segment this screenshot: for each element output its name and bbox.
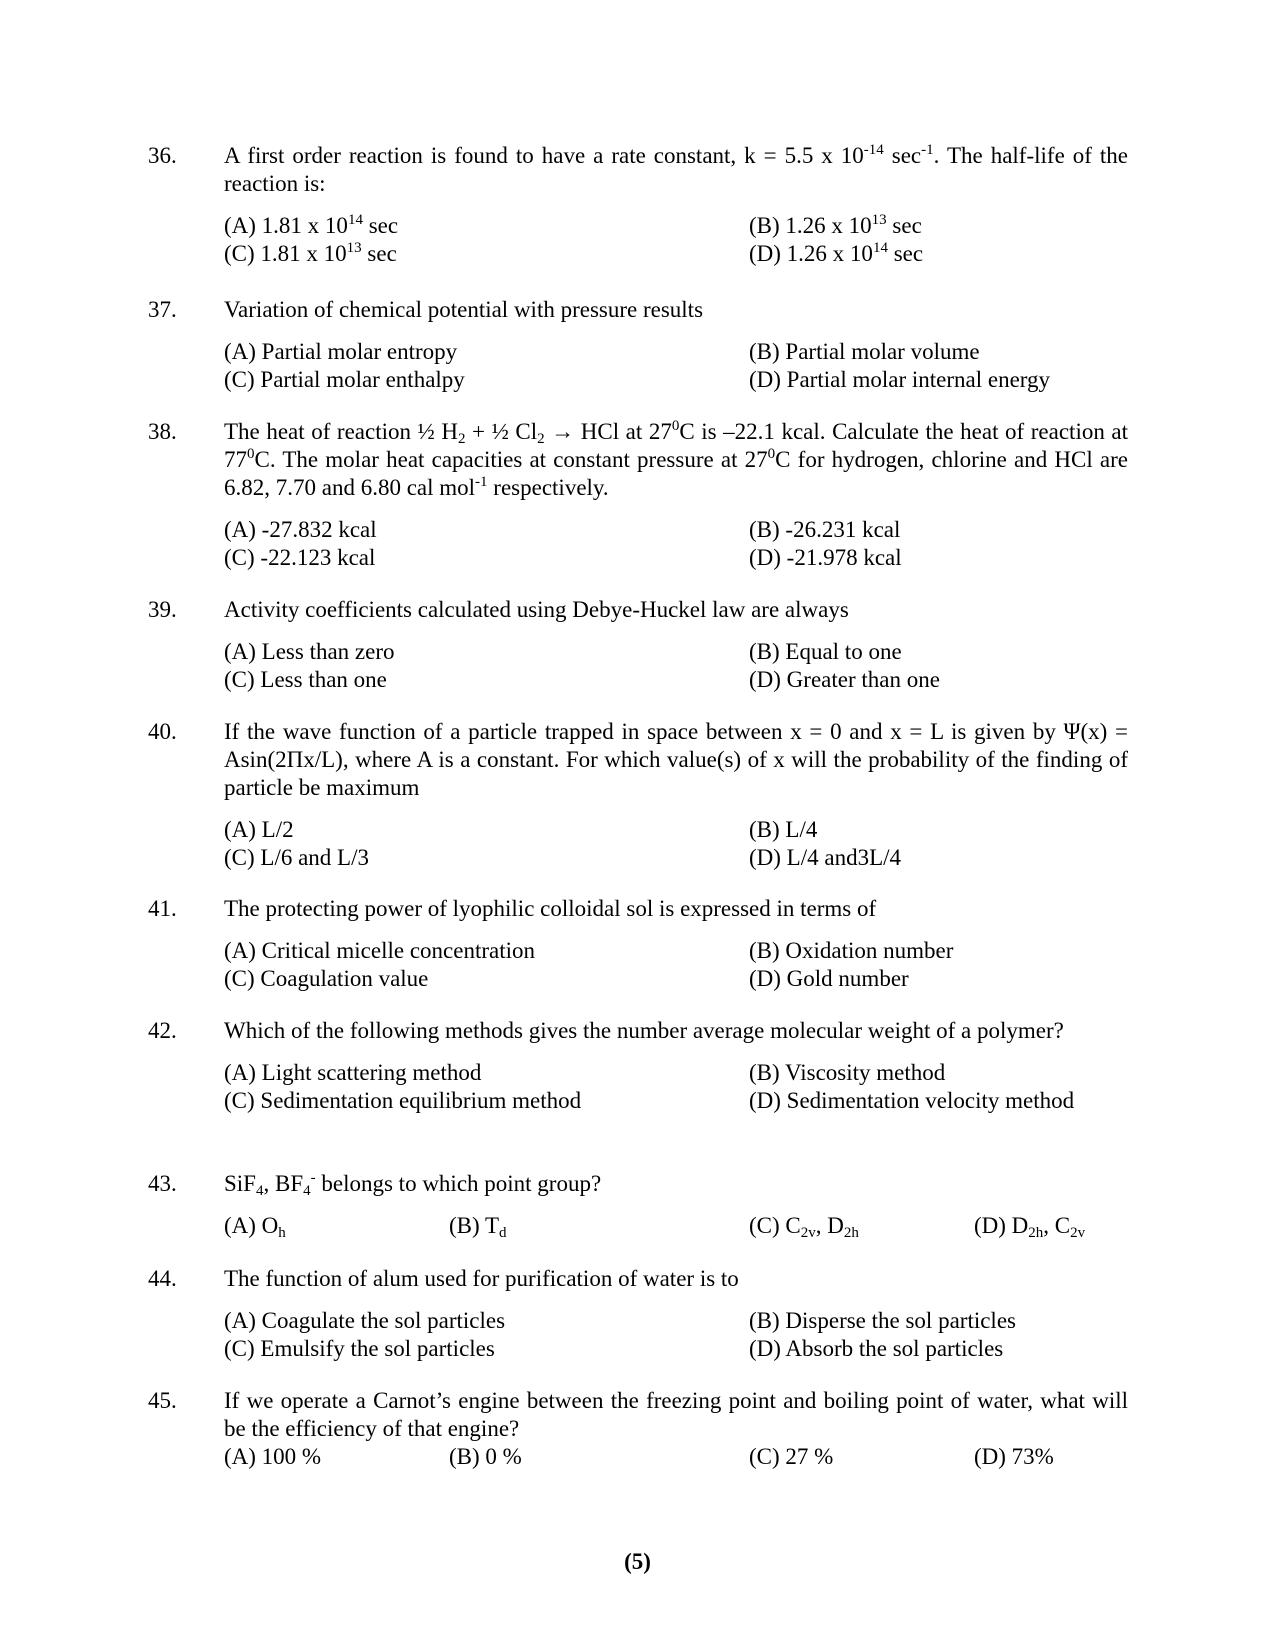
- option-a: (A) Light scattering method: [224, 1060, 482, 1085]
- question-text: If we operate a Carnot’s engine between the freezing point and boiling point of water, what will be the efficiency of that engine?: [224, 1388, 1128, 1441]
- question-43: [148, 1170, 1128, 1240]
- question-number: 44.: [148, 1266, 177, 1291]
- option-a: (A) L/2: [224, 817, 294, 842]
- option-b: (B) L/4: [749, 817, 818, 842]
- options: [224, 1059, 1128, 1115]
- option-d: (D) Absorb the sol particles: [749, 1336, 1004, 1361]
- option-c: (C) Coagulation value: [224, 966, 429, 991]
- options: [224, 1212, 1128, 1240]
- question-number: 39.: [148, 597, 177, 622]
- options: [224, 516, 1128, 572]
- option-c: (C) 27 %: [749, 1444, 834, 1469]
- option-d: (D) $D_{2h}$, $C_{2v}$: [974, 1213, 1086, 1241]
- option-a: (A) Coagulate the sol particles: [224, 1308, 506, 1333]
- options: [224, 638, 1128, 694]
- option-d: (D) 73%: [974, 1444, 1054, 1469]
- question-text: The protecting power of lyophilic colloidal sol is expressed in terms of: [224, 896, 877, 921]
- option-c: (C) Less than one: [224, 667, 387, 692]
- option-b: (B) Viscosity method: [749, 1060, 946, 1085]
- option-c: (C) 1.81 x $10^{13}$ sec: [224, 240, 397, 266]
- option-c: (C) -22.123 kcal: [224, 545, 376, 570]
- question-number: 45.: [148, 1388, 177, 1413]
- option-b: (B) $T_d$: [449, 1213, 507, 1241]
- option-a: (A) $O_h$: [224, 1213, 286, 1241]
- question-40: [148, 718, 1128, 872]
- question-number: 36.: [148, 143, 177, 168]
- option-d: (D) -21.978 kcal: [749, 545, 902, 570]
- question-number: 43.: [148, 1171, 177, 1196]
- question-number: 42.: [148, 1018, 177, 1043]
- option-a: (A) Critical micelle concentration: [224, 938, 536, 963]
- options: [224, 338, 1128, 394]
- option-c: (C) Sedimentation equilibrium method: [224, 1088, 582, 1113]
- option-b: (B) Equal to one: [749, 639, 902, 664]
- question-number: 37.: [148, 297, 177, 322]
- option-c: (C) L/6 and L/3: [224, 845, 369, 870]
- question-number: 38.: [148, 419, 177, 444]
- question-text: If the wave function of a particle trapped in space between x = 0 and x = L is given by Ψ(x) = Asin(2Πx/L), where A is a constant. For which value(s) of x will the probability of the finding of particle be maximum: [224, 719, 1128, 800]
- option-b: (B) Disperse the sol particles: [749, 1308, 1016, 1333]
- question-41: [148, 895, 1128, 993]
- question-38: [148, 418, 1128, 572]
- question-36: [148, 142, 1128, 268]
- option-b: (B) Oxidation number: [749, 938, 954, 963]
- option-a: (A) 100 %: [224, 1444, 322, 1469]
- option-d: (D) Sedimentation velocity method: [749, 1088, 1075, 1113]
- options: [224, 816, 1128, 872]
- option-d: (D) Greater than one: [749, 667, 940, 692]
- question-number: 41.: [148, 896, 177, 921]
- question-number: 40.: [148, 719, 177, 744]
- question-text: Activity coefficients calculated using Debye-Huckel law are always: [224, 597, 849, 622]
- question-text: Variation of chemical potential with pressure results: [224, 297, 704, 322]
- option-c: (C) Partial molar enthalpy: [224, 367, 465, 392]
- question-44: [148, 1265, 1128, 1363]
- option-b: (B) Partial molar volume: [749, 339, 980, 364]
- page-number: (5): [624, 1549, 651, 1574]
- option-c: (C) Emulsify the sol particles: [224, 1336, 495, 1361]
- option-b: (B) 0 %: [449, 1444, 522, 1469]
- option-a: (A) -27.832 kcal: [224, 517, 377, 542]
- option-d: (D) Partial molar internal energy: [749, 367, 1051, 392]
- option-a: (A) Less than zero: [224, 639, 395, 664]
- question-39: [148, 596, 1128, 694]
- option-d: (D) Gold number: [749, 966, 909, 991]
- question-text: SiF$_4$, $BF_4^-$ belongs to which point group?: [224, 1170, 602, 1199]
- options: [224, 937, 1128, 993]
- question-text: A first order reaction is found to have a rate constant, k = 5.5 x $10^{-14}$ $\sec^{-1}$. The half-life of the reaction is:: [224, 142, 1128, 196]
- options: [224, 212, 1128, 268]
- option-b: (B) 1.26 x $10^{13}$ sec: [749, 212, 922, 238]
- options: [224, 1307, 1128, 1363]
- option-a: (A) 1.81 x $10^{14}$ sec: [224, 212, 399, 238]
- question-text: Which of the following methods gives the number average molecular weight of a polymer?: [224, 1018, 1064, 1043]
- question-37: [148, 296, 1128, 394]
- question-text: The heat of reaction ½ $H_2$ + ½ $Cl_2$ → HCl at $27^0C$ is –22.1 kcal. Calculate the heat of reaction at $77^0C$. The molar heat capacities at constant pressure at $27^0C$ for hydrogen, chlorine and HCl are 6.82, 7.70 and 6.80 cal mol$^{-1}$ respectively.: [224, 418, 1128, 500]
- question-45: [148, 1387, 1128, 1471]
- question-text: The function of alum used for purification of water is to: [224, 1266, 739, 1291]
- option-a: (A) Partial molar entropy: [224, 339, 458, 364]
- options: [224, 1443, 1128, 1471]
- question-42: [148, 1017, 1128, 1115]
- option-b: (B) -26.231 kcal: [749, 517, 901, 542]
- option-d: (D) 1.26 x $10^{14}$ sec: [749, 240, 924, 266]
- option-d: (D) L/4 and3L/4: [749, 845, 902, 870]
- option-c: (C) $C_{2v}$, $D_{2h}$: [749, 1213, 859, 1241]
